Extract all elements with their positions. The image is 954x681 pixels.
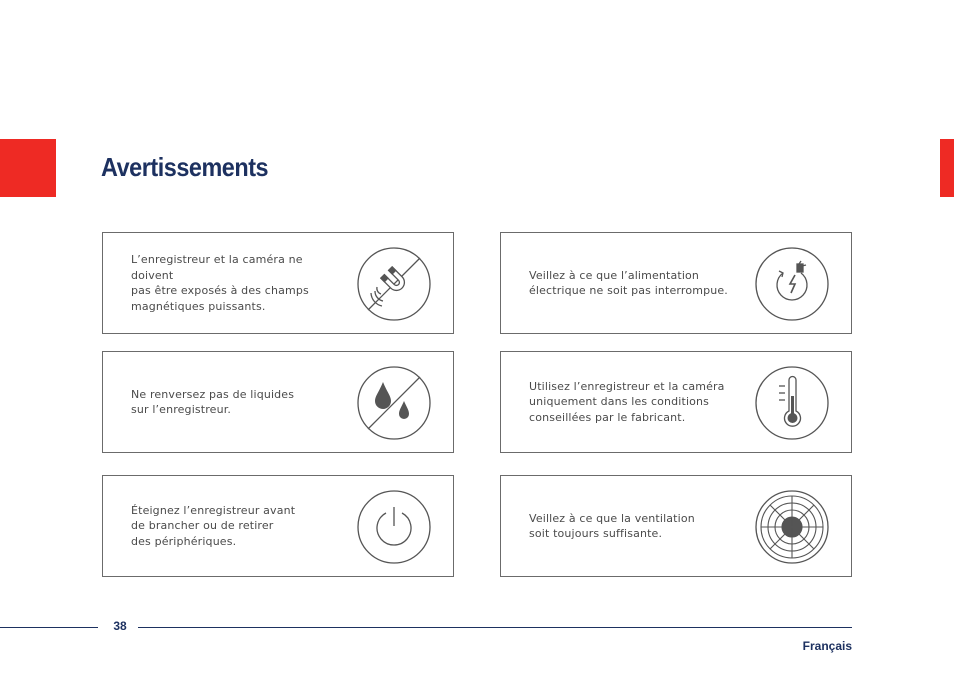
warning-text: Veillez à ce que l’alimentation électrique ne soit pas interrompue. [529, 268, 728, 297]
warning-text: Utilisez l’enregistreur et la caméra uniquement dans les conditions conseillées par le fabricant. [529, 379, 725, 424]
footer-rule-right [138, 627, 852, 628]
no-magnet-icon [357, 247, 431, 321]
warning-text: Éteignez l’enregistreur avant de brancher ou de retirer des périphériques. [131, 503, 296, 548]
page-number: 38 [113, 619, 127, 633]
warning-card-power-supply [500, 232, 852, 334]
red-side-tab-left [0, 139, 56, 197]
warning-card-liquids [102, 351, 454, 453]
power-interruption-icon [755, 247, 829, 321]
warning-card-magnetic-fields [102, 232, 454, 334]
fan-grille-icon [755, 490, 829, 564]
warning-card-operating-conditions [500, 351, 852, 453]
warning-card-power-off [102, 475, 454, 577]
warning-text: L’enregistreur et la caméra ne doivent pas être exposés à des champs magnétiques puissants. [131, 253, 309, 313]
footer-rule-left [0, 627, 98, 628]
thermometer-icon [755, 366, 829, 440]
warning-text: Veillez à ce que la ventilation soit toujours suffisante. [529, 511, 695, 540]
warning-text: Ne renversez pas de liquides sur l’enregistreur. [131, 387, 295, 416]
language-label: Français [802, 639, 852, 653]
red-side-tab-right [940, 139, 954, 197]
power-off-icon [357, 490, 431, 564]
warning-card-ventilation [500, 475, 852, 577]
page-title: Avertissements [101, 152, 269, 182]
no-liquid-icon [357, 366, 431, 440]
